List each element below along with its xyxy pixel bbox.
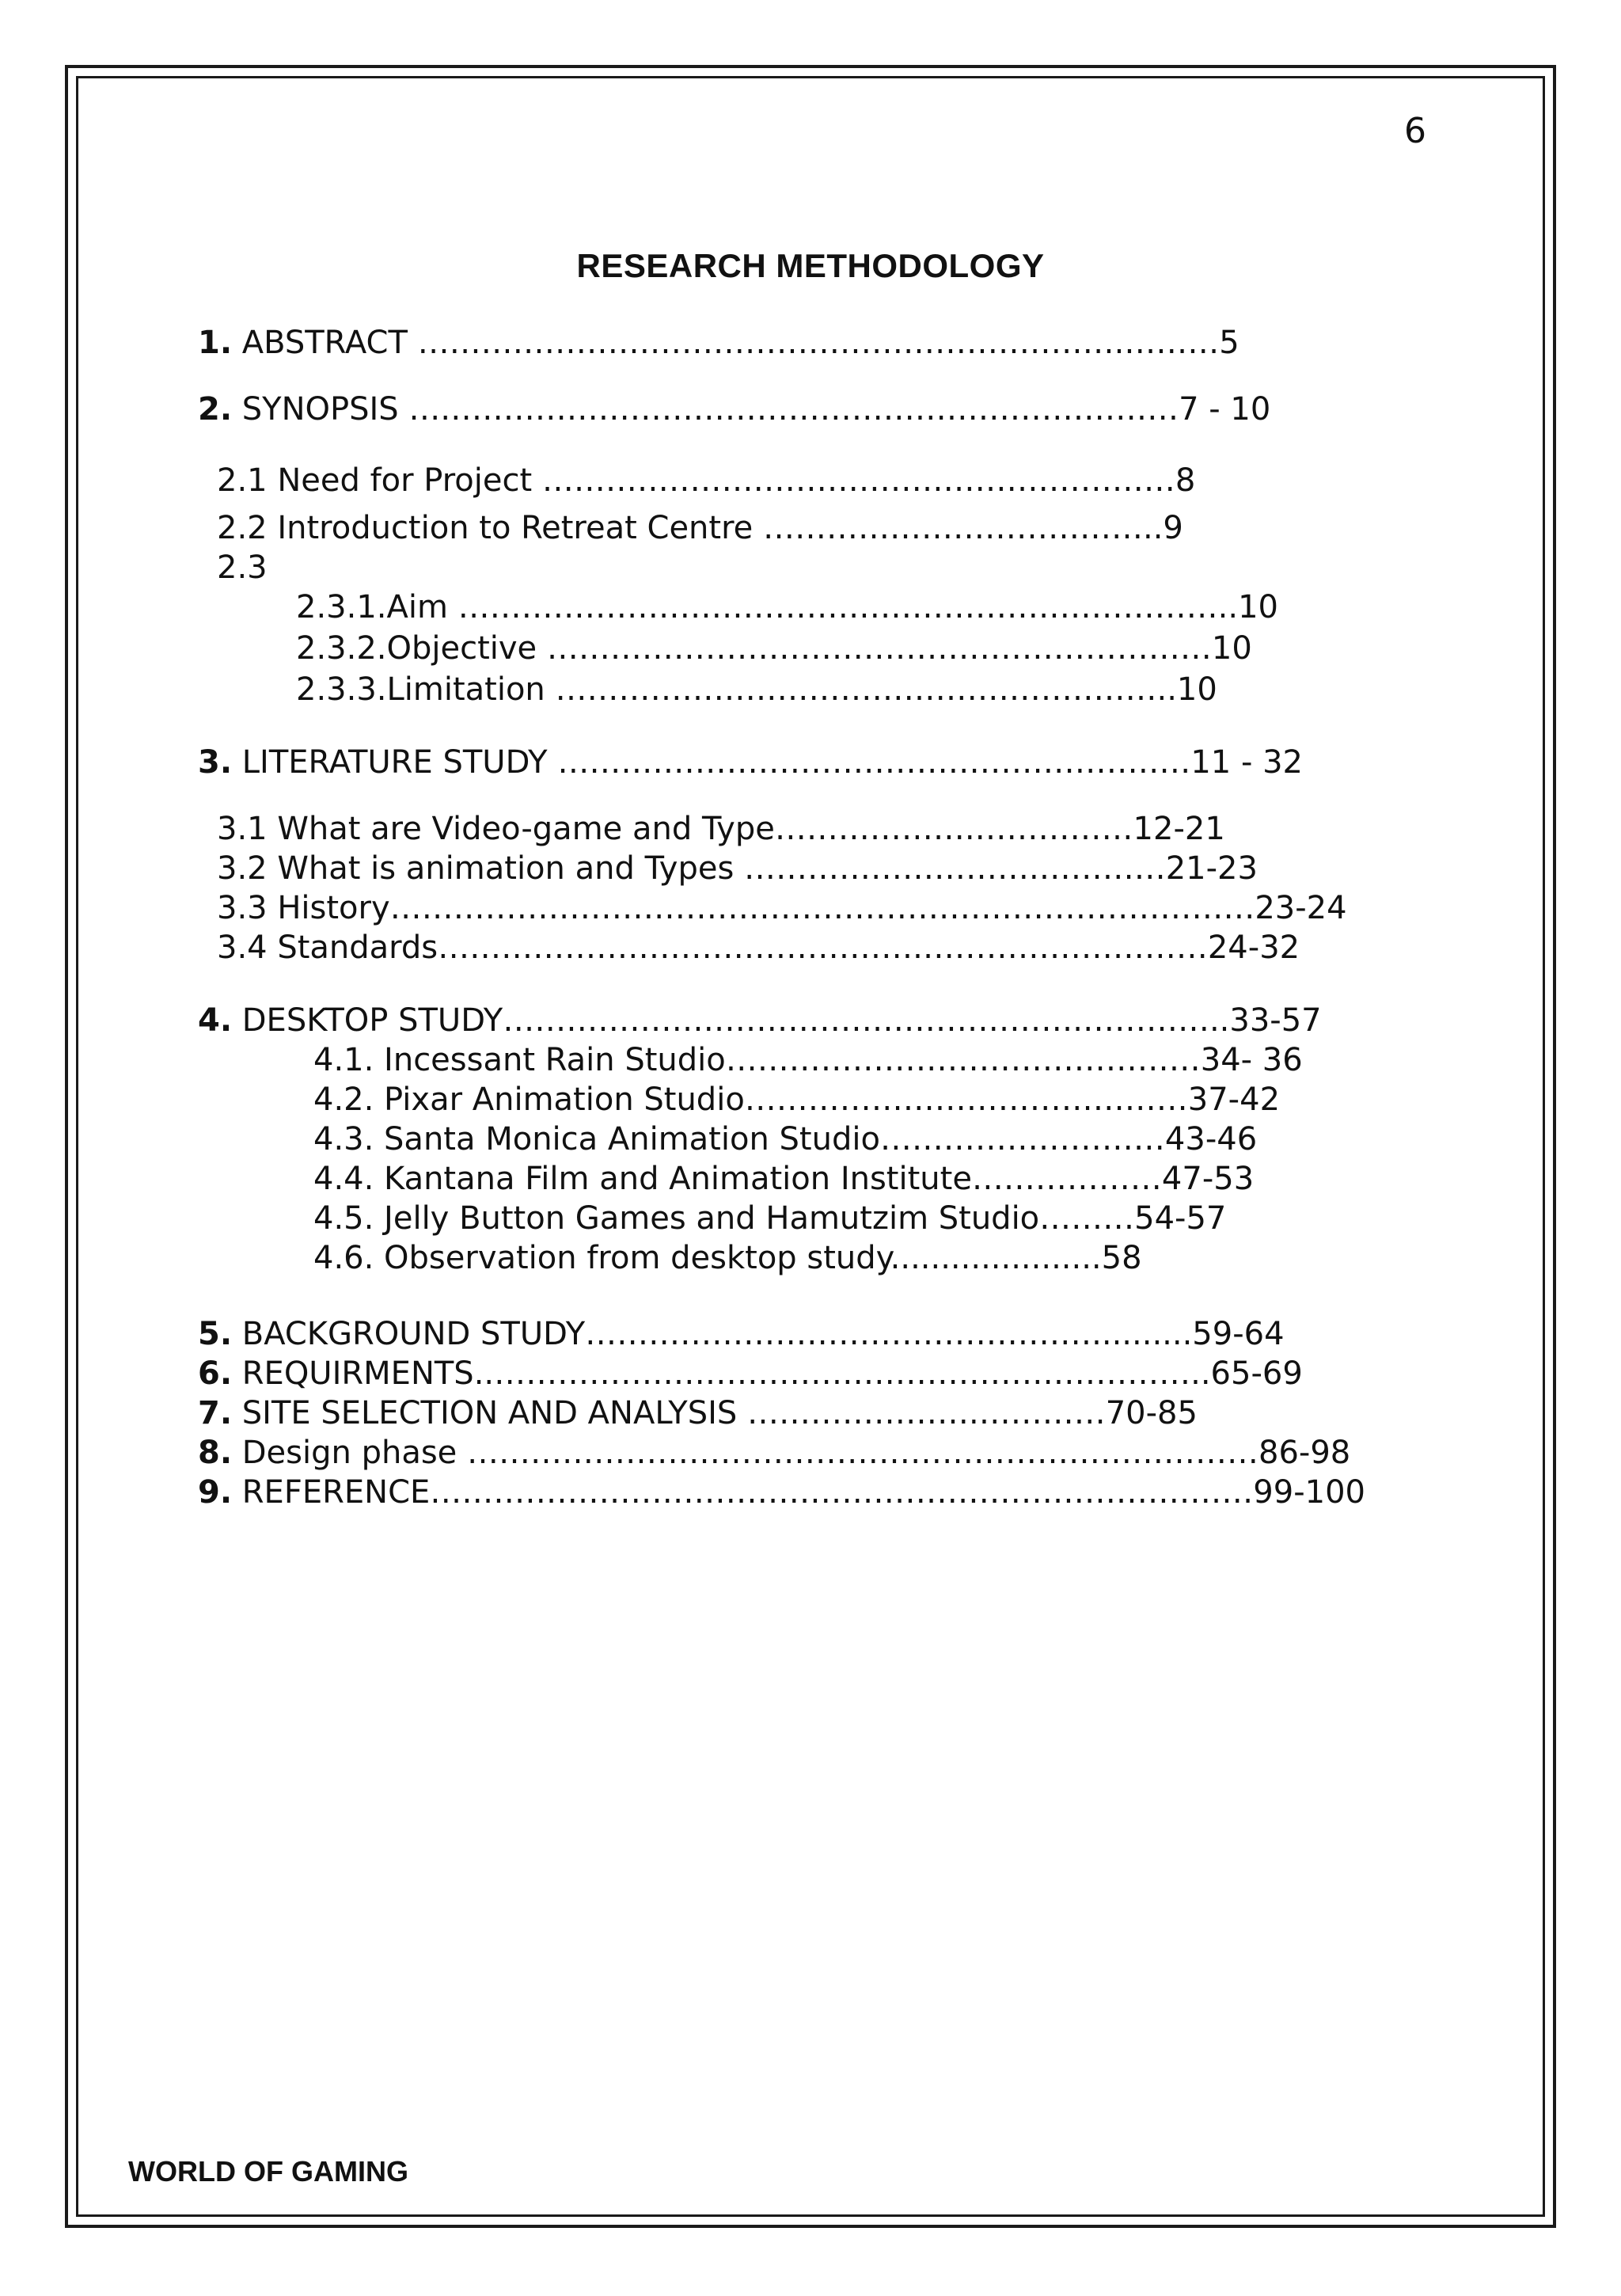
toc-number: 2. (198, 391, 233, 428)
toc-subentry: 2.3.1.Aim ………………………………………………………………..10 (296, 589, 1278, 625)
toc-text: SYNOPSIS ….……………………………………………………………7 - 10 (241, 391, 1271, 428)
toc-subentry: 4.6. Observation from desktop study.....................58 (313, 1240, 1142, 1276)
toc-entry (198, 1433, 1350, 1473)
toc-number: 4. (198, 1002, 233, 1039)
toc-entry (198, 1393, 1198, 1433)
toc-subentry: 4.4. Kantana Film and Animation Institute………………47-53 (313, 1161, 1255, 1197)
toc-text: Design phase …………………………………………………………………86-98 (241, 1435, 1351, 1471)
toc-subentry: 2.3.3.Limitation …………………………………………………..10 (296, 671, 1217, 708)
page-number: 6 (1404, 111, 1426, 151)
toc-entry (198, 1473, 1365, 1512)
toc-subentry: 4.1. Incessant Rain Studio………………………………………34- 36 (313, 1042, 1303, 1078)
toc-number: 8. (198, 1435, 233, 1471)
toc-subentry: 2.1 Need for Project ……………………………………………………8 (217, 462, 1196, 499)
toc-text: ABSTRACT ………………………………………………………….………5 (241, 325, 1239, 361)
toc-entry (198, 1314, 1285, 1354)
toc-entry (198, 323, 1239, 363)
toc-entry (198, 1001, 1322, 1040)
toc-subentry: 2.3 (217, 549, 268, 586)
toc-subentry: 2.2 Introduction to Retreat Centre ………………………………..9 (217, 510, 1183, 546)
toc-subentry: 4.2. Pixar Animation Studio……………………………………37-42 (313, 1081, 1281, 1118)
toc-number: 9. (198, 1474, 233, 1511)
toc-subentry: 3.3 History………………………………………………….……………………23-24 (217, 890, 1347, 926)
toc-text: LITERATURE STUDY ……………………………………………………11 - 32 (241, 744, 1303, 781)
toc-number: 6. (198, 1355, 233, 1392)
toc-number: 7. (198, 1395, 233, 1431)
toc-subentry: 3.1 What are Video-game and Type……………….……………12-21 (217, 811, 1225, 847)
toc-subentry: 4.3. Santa Monica Animation Studio………………………43-46 (313, 1121, 1258, 1158)
toc-text: REFERENCE……………………………………………………………………99-100 (241, 1474, 1365, 1511)
toc-subentry: 3.4 Standards……………………………………….………………………24-32 (217, 929, 1300, 966)
toc-text: BACKGROUND STUDY…………………………………………..........59-64 (241, 1316, 1285, 1352)
toc-entry (198, 390, 1270, 429)
toc-entry (198, 1354, 1303, 1393)
toc-subentry: 2.3.2.Objective ………………………………………………………10 (296, 630, 1252, 667)
toc-number: 1. (198, 325, 233, 361)
toc-text: SITE SELECTION AND ANALYSIS ………………….…………70-85 (241, 1395, 1198, 1431)
toc-text: REQUIRMENTS..…………………………………………………………..65-69 (241, 1355, 1303, 1392)
toc-number: 5. (198, 1316, 233, 1352)
page-title: RESEARCH METHODOLOGY (576, 247, 1045, 284)
toc-subentry: 3.2 What is animation and Types ……………………….…………21-23 (217, 850, 1258, 887)
footer-title: WORLD OF GAMING (128, 2155, 408, 2188)
toc-subentry: 4.5. Jelly Button Games and Hamutzim Studio………54-57 (313, 1200, 1227, 1237)
toc-entry (198, 743, 1303, 782)
toc-number: 3. (198, 744, 233, 781)
toc-text: DESKTOP STUDY……………………………………………….…………..33-57 (241, 1002, 1322, 1039)
